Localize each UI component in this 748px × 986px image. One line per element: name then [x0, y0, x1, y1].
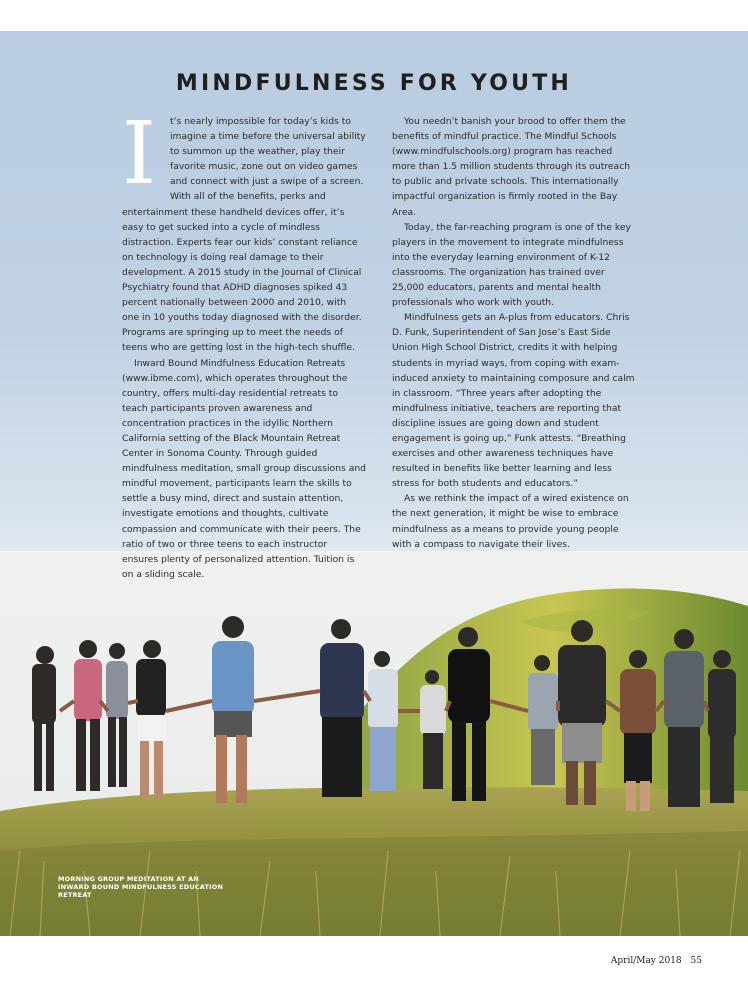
article-paragraph: As we rethink the impact of a wired existence on the next generation, it might be wise to embrace mindfulness as a means to provide young people with a compass to navigate their lives.	[392, 493, 629, 550]
article-paragraph: Mindfulness gets an A-plus from educators. Chris D. Funk, Superintendent of San Jose’s East Side Union High School District, credits it with helping students in myriad ways, from coping with exam-induced anxiety to maintaining composure and calm in classroom. “Three years after adopting the mindfulness initiative, teachers are reporting that discipline issues are going down and student engagement is going up,” Funk attests. “Breathing exercises and other awareness techniques have resulted in benefits like better learning and less stress for both students and educators.”	[392, 312, 635, 490]
article-title: MINDFULNESS FOR YOUTH	[175, 71, 573, 96]
page-footer	[611, 956, 702, 966]
left-text-column	[122, 104, 366, 582]
right-text-column	[392, 114, 636, 552]
article-paragraph: I t’s nearly impossible for today’s kids to imagine a time before the universal ability to summon up the weather, play their favorite music, zone out on video games and connect with just a swipe of a screen. With all of the benefits, perks and entertainment these handheld devices offer, it’s easy to get sucked into a cycle of mindless distraction. Experts fear our kids’ constant reliance on technology is doing real damage to their development. A 2015 study in the Journal of Clinical Psychiatry found that ADHD diagnoses spiked 43 percent nationally between 2000 and 2010, with one in 10 youths today diagnosed with the disorder. Programs are springing up to meet the needs of teens who are getting lost in the high-tech shuffle.	[122, 104, 366, 354]
photo-caption: MORNING GROUP MEDITATION AT AN INWARD BOUND MINDFULNESS EDUCATION RETREAT	[58, 875, 224, 899]
issue-date: April/May 2018	[610, 956, 682, 966]
article-paragraph: Inward Bound Mindfulness Education Retreats (www.ibme.com), which operates throughout the country, offers multi-day residential retreats to teach participants proven awareness and concentration practices in the idyllic Northern California setting of the Black Mountain Retreat Center in Sonoma County. Through guided mindfulness meditation, small group discussions and mindful movement, participants learn the skills to settle a busy mind, direct and sustain attention, investigate emotions and thoughts, cultivate compassion and communicate with their peers. The ratio of two or three teens to each instructor ensures plenty of personalized attention. Tuition is on a sliding scale.	[122, 357, 366, 580]
drop-cap: I	[122, 104, 156, 204]
article-paragraph: You needn’t banish your brood to offer them the benefits of mindful practice. The Mindful Schools (www.mindfulschools.org) program has reached more than 1.5 million students through its outreach to public and private schools. This internationally impactful organization is firmly rooted in the Bay Area.	[392, 116, 631, 218]
magazine-page	[0, 31, 748, 936]
page-number: 55	[690, 956, 702, 966]
article-paragraph: Today, the far-reaching program is one of the key players in the movement to integrate mindfulness into the everyday learning environment of K-12 classrooms. The organization has trained over 25,000 educators, parents and mental health professionals who work with youth.	[392, 221, 631, 309]
